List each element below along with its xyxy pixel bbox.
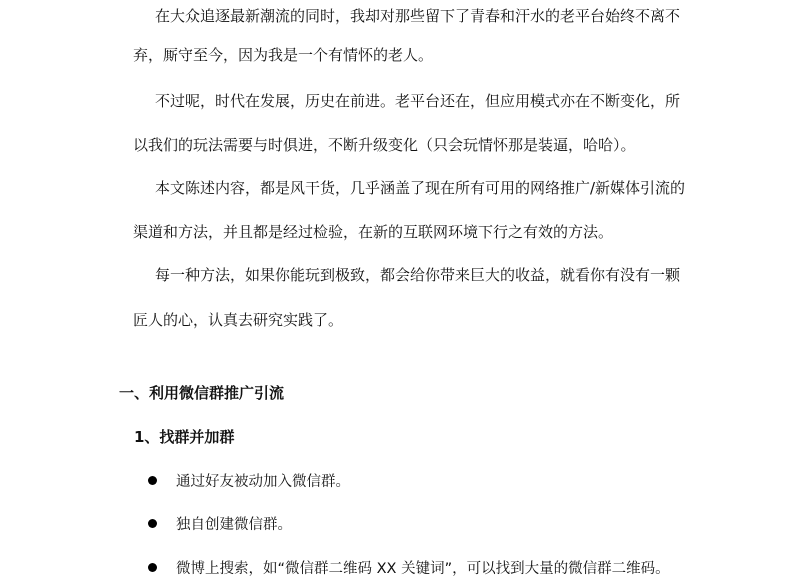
paragraph-4-line-2: 匠人的心，认真去研究实践了。 — [133, 311, 344, 329]
paragraph-1-line-1: 在大众追逐最新潮流的同时，我却对那些留下了青春和汗水的老平台始终不离不 — [155, 7, 681, 25]
list-item — [148, 557, 670, 577]
paragraph-1-line-2: 弃，厮守至今，因为我是一个有情怀的老人。 — [133, 46, 434, 64]
list-item-text: 通过好友被动加入微信群。 — [176, 473, 350, 490]
list-item-text: 独自创建微信群。 — [176, 516, 292, 533]
bullet-icon — [148, 563, 157, 572]
bullet-icon — [148, 519, 157, 528]
paragraph-4-line-1: 每一种方法，如果你能玩到极致，都会给你带来巨大的收益，就看你有没有一颗 — [155, 266, 681, 284]
paragraph-2-line-1: 不过呢，时代在发展，历史在前进。老平台还在，但应用模式亦在不断变化，所 — [155, 92, 681, 110]
paragraph-3-line-1: 本文陈述内容，都是风干货，几乎涵盖了现在所有可用的网络推广/新媒体引流的 — [155, 179, 686, 197]
list-item — [148, 513, 292, 533]
paragraph-2-line-2: 以我们的玩法需要与时俱进，不断升级变化（只会玩情怀那是装逼，哈哈）。 — [133, 136, 636, 154]
subsection-heading: 1、找群并加群 — [134, 428, 235, 446]
list-item — [148, 470, 350, 490]
section-heading: 一、利用微信群推广引流 — [119, 384, 285, 402]
bullet-icon — [148, 476, 157, 485]
paragraph-3-line-2: 渠道和方法，并且都是经过检验，在新的互联网环境下行之有效的方法。 — [133, 223, 614, 241]
list-item-text: 微博上搜索，如“微信群二维码 XX 关键词”，可以找到大量的微信群二维码。 — [176, 560, 670, 577]
